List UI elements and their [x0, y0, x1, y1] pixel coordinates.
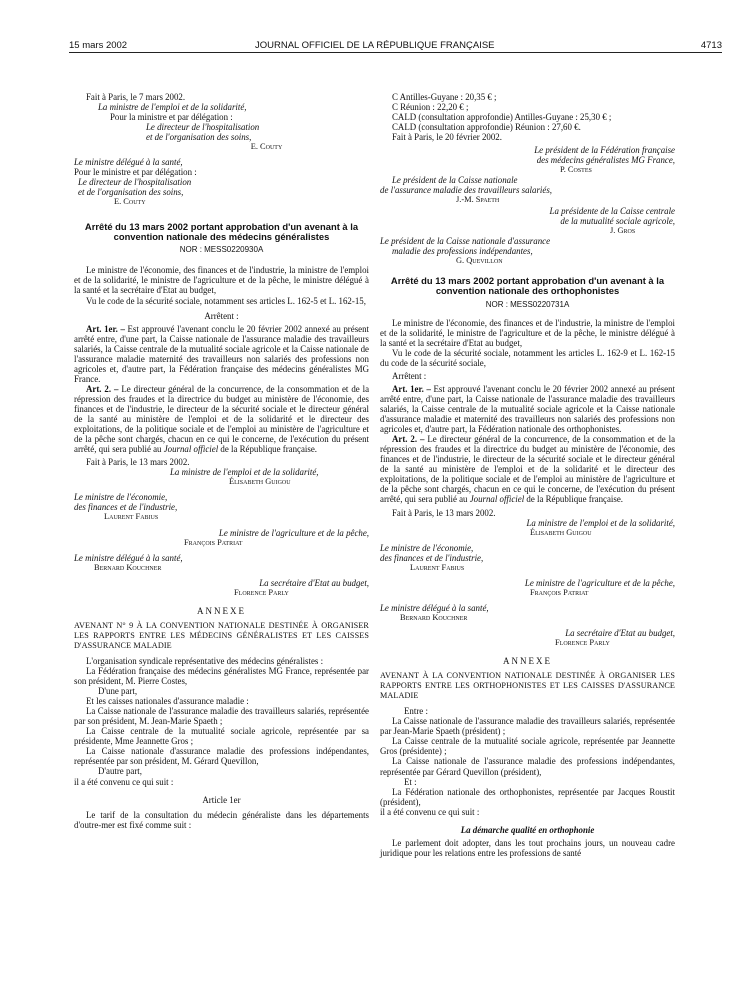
arrete-title: Arrêté du 13 mars 2002 portant approbation d'un avenant à la convention nationale des orthophonistes [390, 274, 665, 297]
journal-reference: Journal officiel [469, 494, 525, 505]
signatory-name: François Patriat [530, 587, 589, 597]
signatory-name: E. Couty [250, 142, 283, 152]
tariff-line: C Réunion : 22,20 € ; [392, 102, 469, 113]
signatory-name: Florence Parly [234, 587, 289, 597]
avenant-title: AVENANT À LA CONVENTION NATIONALE DESTINÉE À ORGANISER LES RAPPORTS ENTRE LES ORTHOPHONISTES ET LES CAISSES D'ASSURANCE MALADIE [380, 671, 675, 701]
article-label: Art. 1er. – [392, 383, 431, 394]
article-text: Le directeur général de la concurrence, de la consommation et de la répression des fraudes et la directrice du budget au ministère de l'économie, des finances et de l'industrie, le directeur de la sécurité sociale et le directeur général de la santé au ministère de l'emploi et de la solidarité et le directeur des exploitations, de la politique sociale et de l'emploi au ministère de l'agriculture et de la pêche sont chargés, chacun en ce qui le concerne, de l'exécution du présent arrêté, qui sera publié au [380, 434, 676, 505]
annex-paragraph: La Caisse nationale de l'assurance maladie des professions indépendantes, représentée par Gérard Quevillon (président), [380, 756, 675, 777]
signature-role: Le ministre délégué à la santé, [74, 552, 183, 563]
signature-role: Le ministre délégué à la santé, [380, 602, 489, 613]
signature-role: de l'assurance maladie des travailleurs salariés, [380, 185, 552, 196]
date-line: Fait à Paris, le 13 mars 2002. [392, 507, 496, 518]
signatory-name: Élisabeth Guigou [229, 477, 291, 487]
tariff-line: CALD (consultation approfondie) Antilles-Guyane : 25,30 € ; [392, 112, 612, 123]
annex-paragraph: La Caisse centrale de la mutualité sociale agricole, représentée par sa présidente, Mme Jeannette Gros ; [74, 726, 369, 747]
article-paragraph [74, 384, 369, 454]
right-column [380, 92, 675, 858]
article-paragraph [74, 324, 369, 384]
signatory-name: G. Quevillon [456, 255, 503, 265]
article-text: Est approuvé l'avenant conclu le 20 février 2002 annexé au présent arrêté entre, d'une part, la Caisse nationale de l'assurance maladie des travailleurs salariés, la Caisse centrale de la mutualité sociale agricole et la Caisse nationale d'assurance maladie et maternité des travailleurs non salariés des professions non agricoles et, d'autre part, la Fédération nationale des orthophonistes. [380, 383, 676, 435]
signature-role: Le président de la Caisse nationale d'assurance [380, 235, 551, 246]
signatory-name: Bernard Kouchner [400, 612, 468, 622]
signatory-name: Laurent Fabius [104, 512, 159, 522]
signatory-name: J. Gros [610, 225, 636, 235]
signature-role: Le ministre de l'agriculture et de la pêche, [524, 577, 675, 588]
avenant-title: AVENANT N° 9 À LA CONVENTION NATIONALE DESTINÉE À ORGANISER LES RAPPORTS ENTRE LES MÉDECINS GÉNÉRALISTES ET LES CAISSES D'ASSURANCE MALADIE [74, 620, 369, 650]
annex-paragraph: La Caisse nationale de l'assurance maladie des travailleurs salariés, représentée par son président, M. Jean-Marie Spaeth ; [74, 706, 369, 727]
page-header [69, 38, 722, 53]
signature-subrole: Le directeur de l'hospitalisation [146, 122, 260, 133]
signature-role: La ministre de l'emploi et de la solidarité, [98, 102, 247, 113]
annex-paragraph: il a été convenu ce qui suit : [74, 776, 174, 787]
preamble-paragraph: Le ministre de l'économie, des finances et de l'industrie, la ministre de l'emploi et de la solidarité, le ministre de l'agriculture et de la pêche, le ministre délégué à la santé et la secrétaire d'Etat au budget, [74, 265, 369, 296]
article-label: Art. 2. – [86, 383, 119, 394]
annex-paragraph: Entre : [404, 706, 428, 717]
annex-paragraph: La Caisse nationale d'assurance maladie des professions indépendantes, représentée par son président, M. Gérard Quevillon, [74, 746, 369, 767]
annex-paragraph: Et : [404, 776, 417, 787]
annexe-heading: ANNEXE [503, 656, 552, 667]
article-label: Art. 2. – [392, 434, 425, 445]
signature-role: Le ministre de l'économie, [380, 542, 474, 553]
signature-role: des finances et de l'industrie, [380, 552, 484, 563]
preamble-paragraph: Le ministre de l'économie, des finances et de l'industrie, la ministre de l'emploi et de la solidarité, le ministre de l'agriculture et de la pêche, le ministre délégué à la santé et la secrétaire d'Etat au budget, [380, 317, 675, 348]
arretent-heading: Arrêtent : [204, 310, 239, 321]
annex-paragraph: D'une part, [98, 686, 138, 697]
header-date: 15 mars 2002 [69, 40, 128, 51]
signatory-name: Laurent Fabius [410, 562, 465, 572]
nor-reference: NOR : MESS0220731A [485, 299, 570, 309]
signature-subrole: Le directeur de l'hospitalisation [78, 177, 192, 188]
annex-paragraph: il a été convenu ce qui suit : [380, 806, 480, 817]
signature-role: La secrétaire d'Etat au budget, [565, 627, 675, 638]
arrete-title: Arrêté du 13 mars 2002 portant approbation d'un avenant à la convention nationale des médecins généralistes [84, 220, 359, 242]
signature-delegation: Pour la ministre et par délégation : [110, 112, 233, 123]
annex-paragraph: Le parlement doit adopter, dans les tout prochains jours, un nouveau cadre juridique pour les relations entre les professions de santé [380, 837, 675, 858]
tariff-line: C Antilles-Guyane : 20,35 € ; [392, 92, 497, 102]
signature-role: La présidente de la Caisse centrale [549, 205, 675, 216]
signatory-name: J.-M. Spaeth [456, 195, 500, 205]
annex-paragraph: La Caisse nationale de l'assurance maladie des travailleurs salariés, représentée par Jean-Marie Spaeth (président) ; [380, 716, 675, 737]
signature-role: des finances et de l'industrie, [74, 502, 178, 513]
annex-paragraph: D'autre part, [98, 766, 142, 777]
journal-reference: Journal officiel [163, 444, 219, 455]
nor-reference: NOR : MESS0220930A [179, 245, 264, 255]
arretent-heading: Arrêtent : [392, 370, 427, 381]
annexe-heading: ANNEXE [197, 605, 246, 616]
header-journal-title: JOURNAL OFFICIEL DE LA RÉPUBLIQUE FRANÇAISE [255, 40, 495, 51]
left-column [74, 92, 369, 830]
annex-paragraph: Et les caisses nationales d'assurance maladie : [86, 696, 249, 707]
signature-role: des médecins généralistes MG France, [536, 155, 675, 166]
section-heading: La démarche qualité en orthophonie [460, 824, 595, 835]
signature-role: maladie des professions indépendantes, [392, 245, 533, 256]
annex-paragraph: La Fédération nationale des orthophonistes, représentée par Jacques Roustit (président), [380, 786, 675, 807]
signature-role: Le ministre délégué à la santé, [74, 157, 183, 168]
signatory-name: Florence Parly [555, 638, 610, 648]
signatory-name: P. Costes [560, 165, 592, 175]
signature-role: Le président de la Fédération française [534, 145, 675, 156]
signatory-name: E. Couty [114, 197, 146, 207]
signature-role: Le ministre de l'agriculture et de la pêche, [218, 527, 369, 538]
visa-paragraph: Vu le code de la sécurité sociale, notamment ses articles L. 162-5 et L. 162-15, [86, 295, 366, 306]
date-line: Fait à Paris, le 7 mars 2002. [86, 92, 186, 102]
annex-paragraph: La Fédération française des médecins généralistes MG France, représentée par son président, M. Pierre Costes, [74, 666, 369, 687]
signature-role: Le président de la Caisse nationale [392, 175, 518, 186]
signature-subrole: et de l'organisation des soins, [146, 132, 252, 143]
signature-role: La ministre de l'emploi et de la solidarité, [526, 517, 675, 528]
signature-role: Le ministre de l'économie, [74, 492, 168, 503]
article-paragraph [380, 434, 675, 504]
article-text: Le directeur général de la concurrence, de la consommation et de la répression des fraudes et la directrice du budget au ministère de l'économie, des finances et de l'industrie, le directeur de la sécurité sociale et le directeur général de la santé au ministère de l'emploi et de la solidarité et le directeur des exploitations, de la politique sociale et de l'emploi au ministère de l'agriculture et de la pêche sont chargés, chacun en ce qui le concerne, de l'exécution du présent arrêté, qui sera publié au [74, 383, 370, 455]
signature-role: La secrétaire d'Etat au budget, [259, 577, 369, 588]
article-paragraph [380, 384, 675, 434]
annex-paragraph: L'organisation syndicale représentative des médecins généralistes : [86, 655, 324, 666]
signature-delegation: Pour le ministre et par délégation : [74, 167, 197, 178]
signatory-name: Bernard Kouchner [94, 562, 162, 572]
date-line: Fait à Paris, le 13 mars 2002. [86, 457, 190, 468]
tariff-line: CALD (consultation approfondie) Réunion : 27,60 €. [392, 122, 581, 133]
signature-role: de la mutualité sociale agricole, [560, 215, 675, 226]
signature-subrole: et de l'organisation des soins, [78, 187, 184, 198]
annex-paragraph: Le tarif de la consultation du médecin généraliste dans les départements d'outre-mer est fixé comme suit : [74, 809, 369, 830]
article-text: Est approuvé l'avenant conclu le 20 février 2002 annexé au présent arrêté entre, d'une part, la Caisse nationale de l'assurance maladie des travailleurs salariés, la Caisse centrale de la mutualité sociale agricole et la Caisse nationale de l'assurance maladie maternité des travailleurs non salariés des professions non agricoles et, d'autre part, la Fédération française des médecins généralistes MG France. [74, 323, 370, 384]
annex-paragraph: La Caisse centrale de la mutualité sociale agricole, représentée par Jeannette Gros (présidente) ; [380, 736, 675, 757]
signatory-name: François Patriat [184, 537, 243, 547]
article-label: Art. 1er. – [86, 323, 125, 334]
article-text: de la République française. [220, 444, 318, 455]
signatory-name: Élisabeth Guigou [530, 527, 592, 537]
article-text: de la République française. [526, 494, 624, 505]
signature-role: La ministre de l'emploi et de la solidarité, [170, 467, 319, 478]
article-heading: Article 1er [202, 794, 241, 805]
visa-paragraph: Vu le code de la sécurité sociale, notamment les articles L. 162-9 et L. 162-15 du code de la sécurité sociale, [380, 347, 675, 368]
date-line: Fait à Paris, le 20 février 2002. [392, 132, 502, 143]
header-page-number: 4713 [700, 40, 722, 51]
